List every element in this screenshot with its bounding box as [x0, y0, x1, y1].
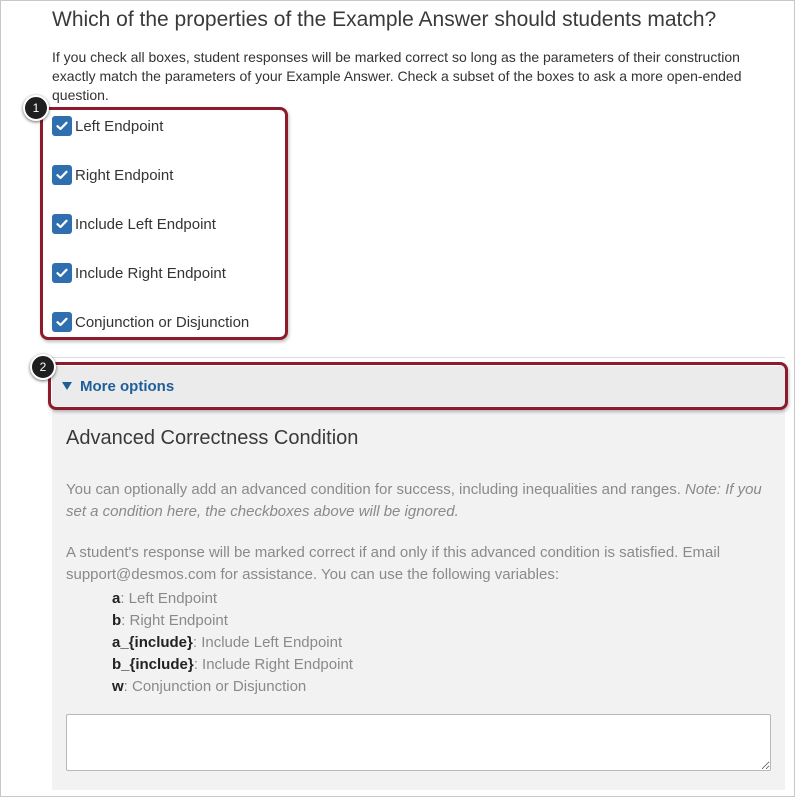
callout-badge-2: 2 — [30, 354, 56, 380]
checkbox-label: Conjunction or Disjunction — [75, 313, 250, 331]
question-title: Which of the properties of the Example Answer should students match? — [52, 8, 717, 31]
variable-item — [112, 654, 353, 676]
variable-item — [112, 610, 353, 632]
advanced-condition-title: Advanced Correctness Condition — [66, 427, 359, 449]
variable-desc: : Right Endpoint — [121, 612, 228, 629]
variable-item — [112, 632, 353, 654]
variable-desc: : Include Left Endpoint — [192, 634, 343, 651]
variable-key: a — [112, 590, 121, 607]
advanced-condition-input[interactable] — [66, 714, 771, 771]
variable-key: a_{include} — [112, 634, 193, 651]
variable-item — [112, 588, 353, 610]
checkbox-label: Include Right Endpoint — [75, 264, 226, 282]
callout-box-1 — [40, 107, 288, 340]
callout-box-2 — [48, 362, 788, 410]
variable-desc: : Include Right Endpoint — [193, 656, 353, 673]
advanced-condition-description — [66, 479, 766, 523]
callout-badge-1: 1 — [23, 95, 49, 121]
question-instructions: If you check all boxes, student responses will be marked correct so long as the parameters of their construction exactly match the parameters of your Example Answer. Check a subset of the boxes to ask a more open-ended question. — [52, 49, 742, 103]
description-note: Note: If you set a condition here, the checkboxes above will be ignored. — [66, 481, 762, 520]
variable-list — [112, 588, 353, 698]
variable-key: b_{include} — [112, 656, 194, 673]
variable-desc: : Conjunction or Disjunction — [123, 678, 307, 695]
section-divider — [52, 357, 785, 358]
variable-key: b — [112, 612, 122, 629]
checkbox-label: Include Left Endpoint — [75, 215, 216, 233]
variable-item — [112, 676, 353, 698]
checkbox-label: Right Endpoint — [75, 166, 174, 184]
variable-key: w — [112, 678, 124, 695]
checkbox-label: Left Endpoint — [75, 117, 164, 135]
variable-desc: : Left Endpoint — [120, 590, 218, 607]
more-options-label: More options — [80, 377, 175, 395]
description-text: You can optionally add an advanced condition for success, including inequalities and ranges. — [66, 481, 681, 498]
advanced-condition-info: A student's response will be marked correct if and only if this advanced condition is satisfied. Email support@desmos.com for assistance. You can use the following variables: — [66, 544, 721, 583]
